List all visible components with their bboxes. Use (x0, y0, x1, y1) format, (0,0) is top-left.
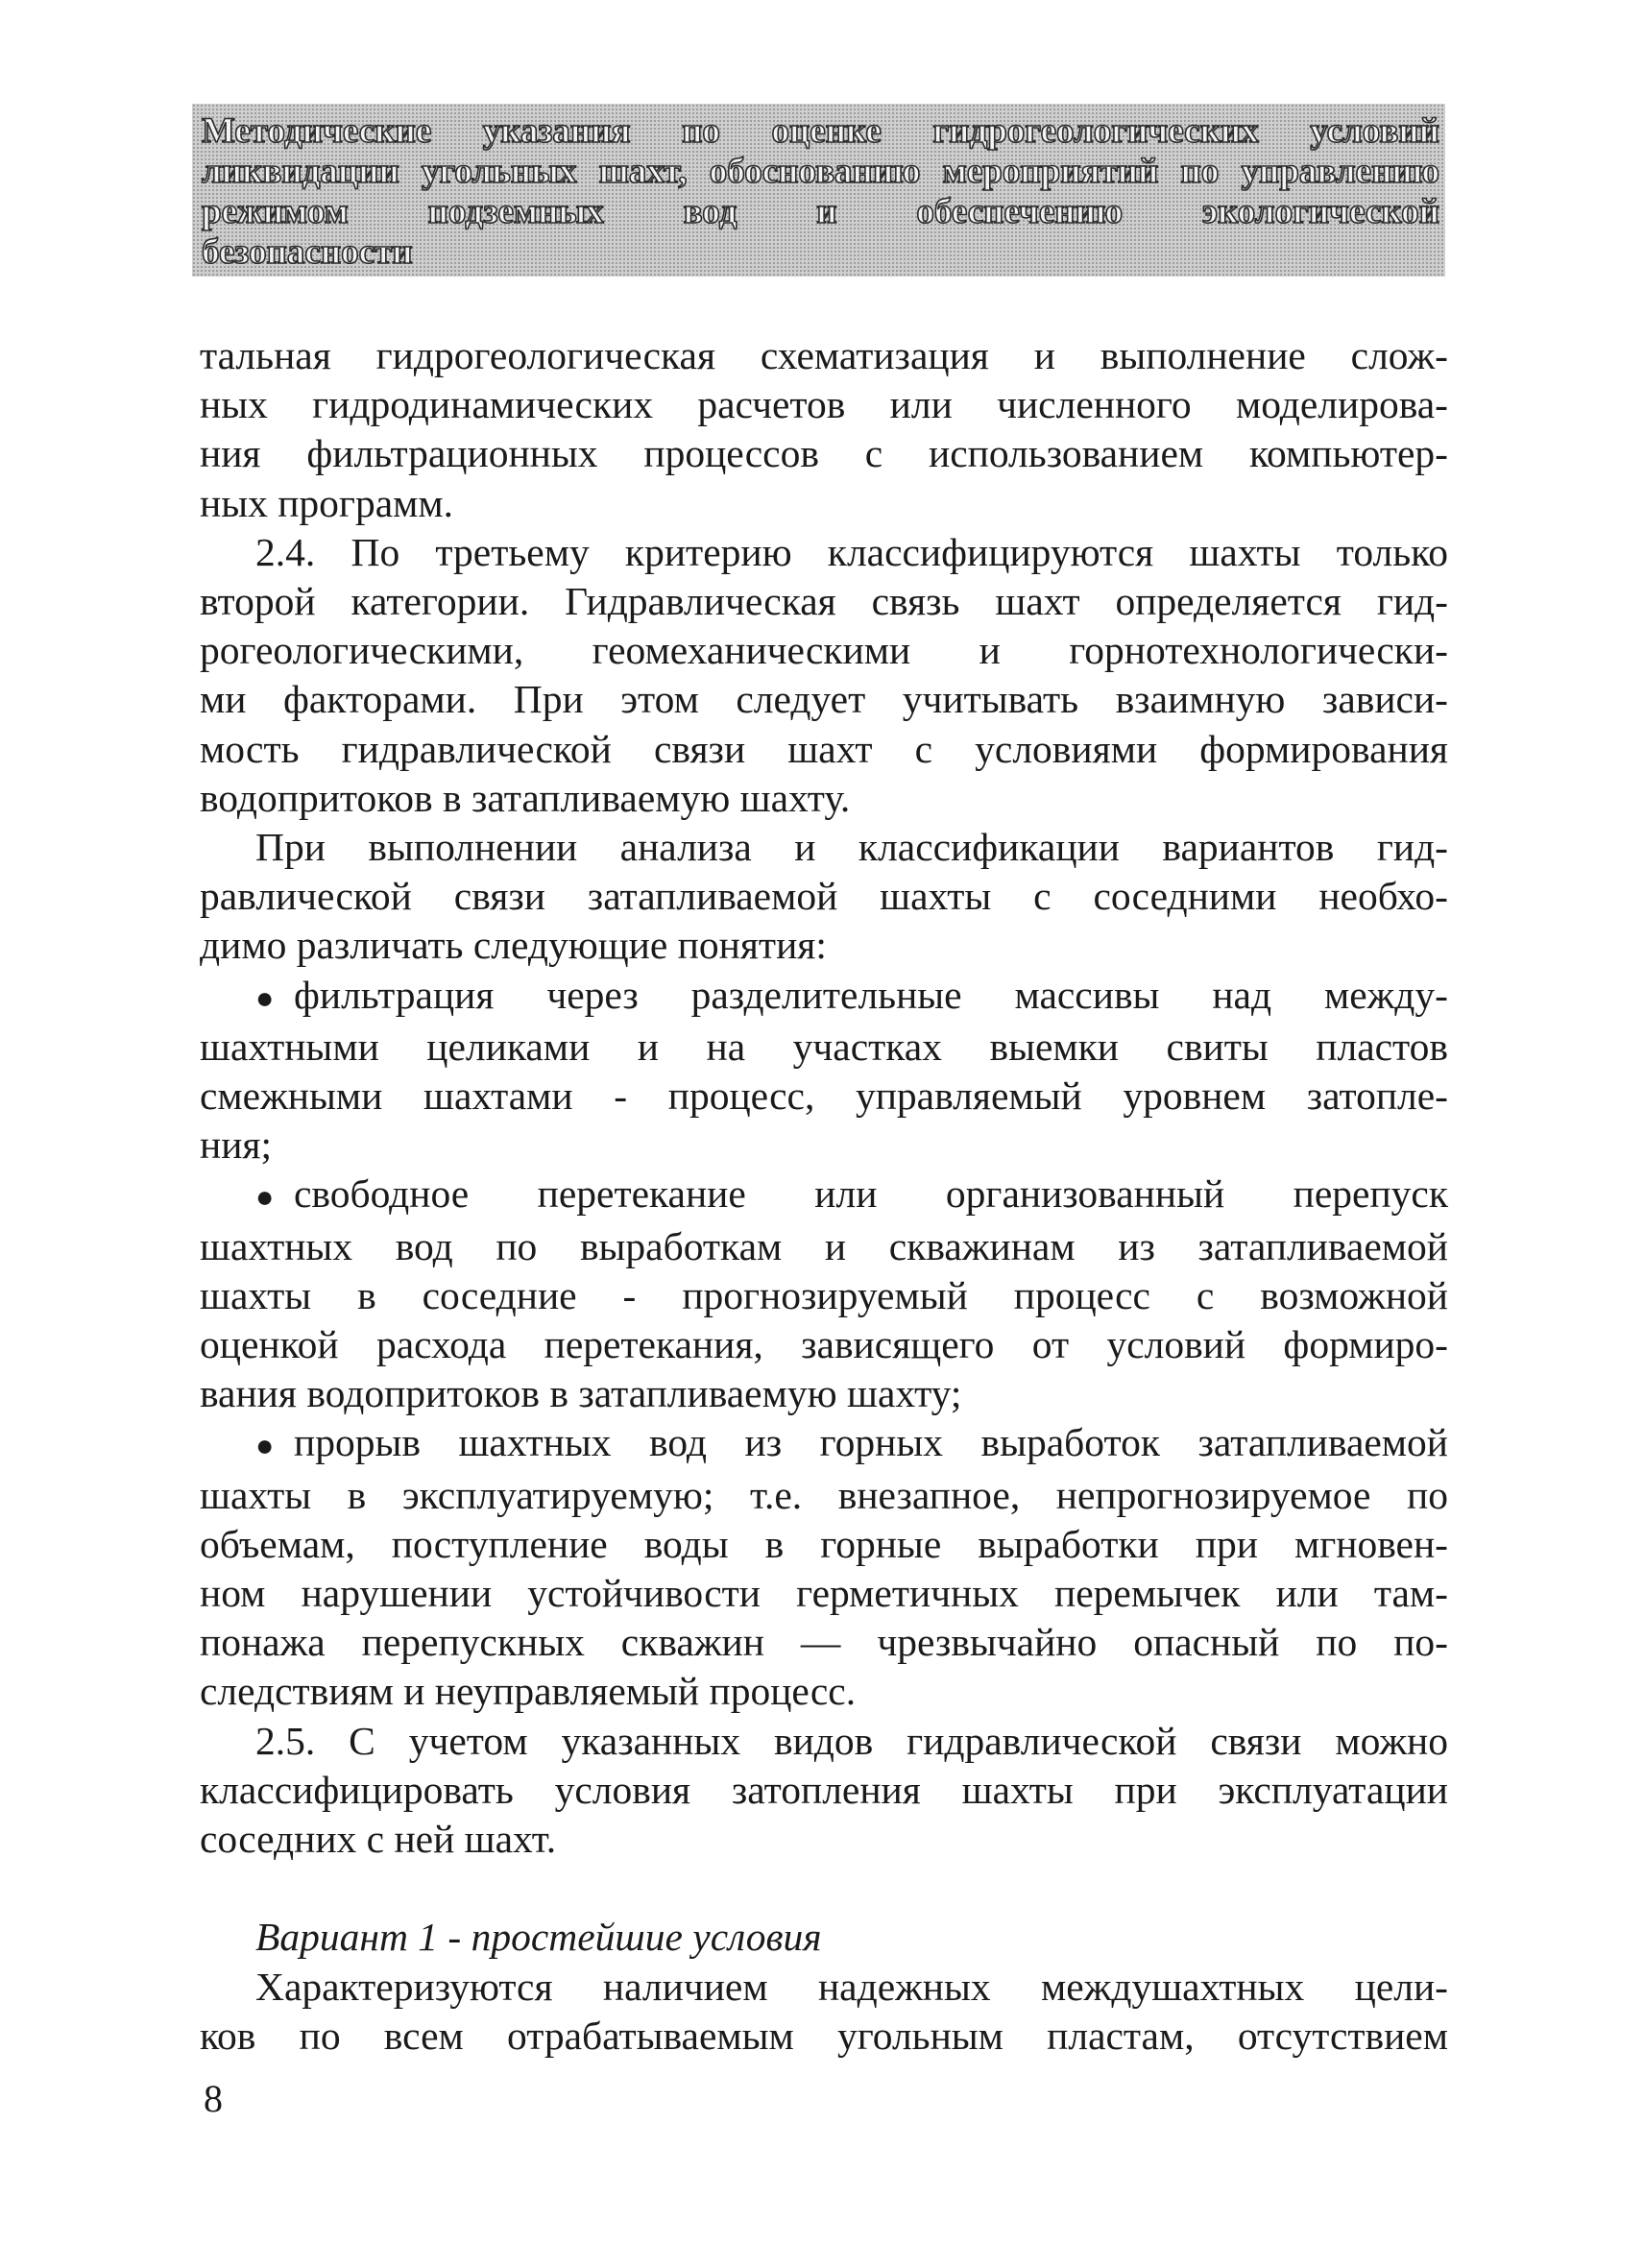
text-line: шахты в эксплуатируемую; т.е. внезапное, непрогнозируемое по (200, 1472, 1448, 1517)
document-header (192, 104, 1445, 277)
text-line: шахтных вод по выработкам и скважинам из затапливаемой (200, 1223, 1448, 1268)
text-line: ми факторами. При этом следует учитывать взаимную зависи- (200, 677, 1448, 722)
bullet-item-first-line (200, 1170, 1448, 1221)
paragraph-2-4-first-line: 2.4. По третьему критерию классифицируются шахты только (255, 529, 1448, 574)
subheading-variant-1: Вариант 1 - простейшие условия (255, 1915, 822, 1960)
bullet-text: фильтрация через разделительные массивы над между- (294, 972, 1448, 1017)
text-line: объемам, поступление воды в горные выработки при мгновен- (200, 1521, 1448, 1566)
paragraph-first-line: Характеризуются наличием надежных междушахтных цели- (255, 1964, 1448, 2009)
text-line: следствиям и неуправляемый процесс. (200, 1669, 857, 1714)
paragraph-2-5-first-line: 2.5. С учетом указанных видов гидравлической связи можно (255, 1718, 1448, 1763)
text-line: мость гидравлической связи шахт с условиями формирования (200, 726, 1448, 771)
text-line: равлической связи затапливаемой шахты с соседними необхо- (200, 874, 1448, 919)
bullet-item-first-line (200, 971, 1448, 1023)
page-body (200, 331, 1448, 2061)
text-line: ных программ. (200, 480, 454, 525)
text-line: ном нарушении устойчивости герметичных перемычек или там- (200, 1571, 1448, 1616)
text-line: ния фильтрационных процессов с использованием компьютер- (200, 431, 1448, 476)
text-line: рогеологическими, геомеханическими и горнотехнологически- (200, 628, 1448, 673)
text-line: димо различать следующие понятия: (200, 923, 827, 968)
text-line: водопритоков в затапливаемую шахту. (200, 775, 851, 820)
text-line: соседних с ней шахт. (200, 1817, 557, 1862)
text-line: смежными шахтами - процесс, управляемый уровнем затопле- (200, 1074, 1448, 1119)
blank-line (200, 1864, 1448, 1913)
bullet-item-first-line (200, 1418, 1448, 1470)
bullet-icon: ● (255, 1179, 275, 1215)
text-line: второй категории. Гидравлическая связь шахт определяется гид- (200, 579, 1448, 624)
text-line: вания водопритоков в затапливаемую шахту; (200, 1371, 962, 1416)
text-line: понажа перепускных скважин — чрезвычайно опасный по по- (200, 1620, 1448, 1665)
text-line: тальная гидрогеологическая схематизация и выполнение слож- (200, 333, 1448, 377)
header-line: режимом подземных вод и обеспечению экологической (202, 192, 1439, 231)
bullet-icon: ● (255, 979, 275, 1015)
header-line: ликвидации угольных шахт, обоснованию мероприятий по управлению (202, 152, 1439, 191)
text-line: оценкой расхода перетекания, зависящего от условий формиро- (200, 1322, 1448, 1367)
paragraph-first-line: При выполнении анализа и классификации вариантов гид- (255, 825, 1448, 870)
text-line: ков по всем отрабатываемым угольным пластам, отсутствием (200, 2013, 1448, 2058)
text-line: шахты в соседние - прогнозируемый процесс с возможной (200, 1272, 1448, 1317)
text-line: классифицировать условия затопления шахты при эксплуатации (200, 1767, 1448, 1812)
header-line: Методические указания по оценке гидрогеологических условий (202, 111, 1439, 151)
bullet-icon: ● (255, 1428, 275, 1463)
text-line: шахтными целиками и на участках выемки свиты пластов (200, 1024, 1448, 1069)
text-line: ных гидродинамических расчетов или численного моделирова- (200, 382, 1448, 427)
header-line: безопасности (202, 232, 413, 272)
text-line: ния; (200, 1122, 273, 1168)
page-number: 8 (204, 2077, 223, 2120)
bullet-text: свободное перетекание или организованный перепуск (294, 1171, 1448, 1217)
bullet-text: прорыв шахтных вод из горных выработок затапливаемой (294, 1420, 1448, 1465)
